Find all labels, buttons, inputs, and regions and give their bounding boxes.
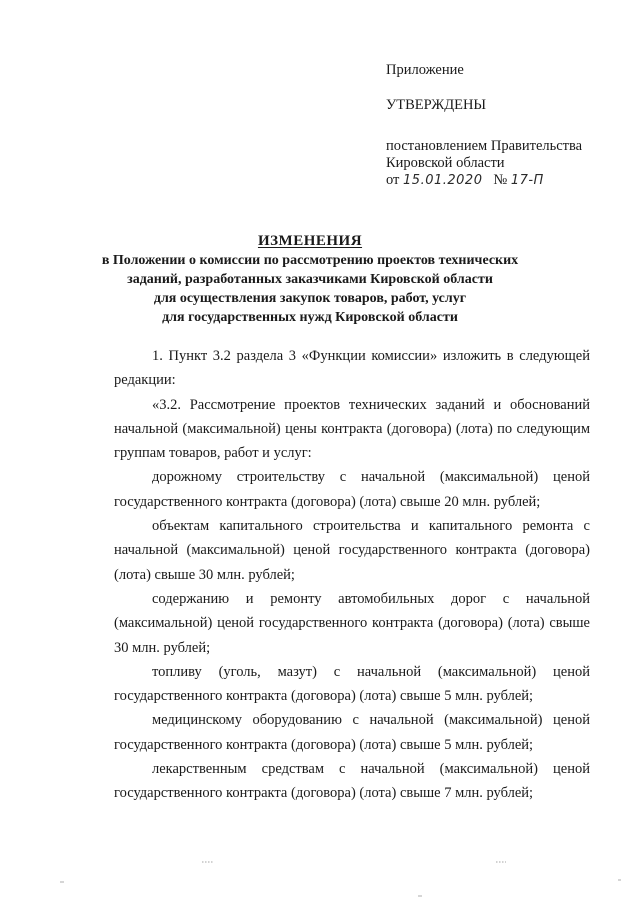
paragraph-capital-construction: объектам капитального строительства и капитального ремонта с начальной (максимальной) ценой государственного контракта (договора) (лота) свыше 30 млн. рублей; [114,518,590,583]
heading-line-1: в Положении о комиссии по рассмотрению проектов технических [101,253,519,268]
document-heading [100,232,520,327]
heading-line-3: для осуществления закупок товаров, работ, услуг [153,291,467,306]
resolution-line-2: Кировской области [386,155,505,171]
paragraph-fuel: топливу (уголь, мазут) с начальной (максимальной) ценой государственного контракта (договора) (лота) свыше 5 млн. рублей; [114,663,590,705]
heading-line-4: для государственных нужд Кировской области [162,310,458,325]
date-number-line [386,172,582,189]
paragraph-item-1: 1. Пункт 3.2 раздела 3 «Функции комиссии» изложить в следующей редакции: [114,348,590,389]
handwritten-date: 15.01.2020 [403,173,483,188]
heading-line-2: заданий, разработанных заказчиками Кировской области [127,272,493,287]
resolution-line-1: постановлением Правительства [386,138,583,154]
paragraph-medicines: лекарственным средствам с начальной (максимальной) ценой государственного контракта (договора) (лота) свыше 7 млн. рублей; [114,761,590,802]
heading-title: ИЗМЕНЕНИЯ [257,233,363,249]
approval-block [386,62,582,189]
document-body [114,344,590,806]
appendix-label: Приложение [386,62,464,78]
approved-label: УТВЕРЖДЕНЫ [386,97,487,113]
number-prefix: № [493,172,508,188]
paragraph-road-construction: дорожному строительству с начальной (максимальной) ценой государственного контракта (договора) (лота) свыше 20 млн. рублей; [114,469,590,510]
paragraph-road-maintenance: содержанию и ремонту автомобильных дорог с начальной (максимальной) ценой государственного контракта (договора) (лота) свыше 30 млн. рублей; [114,590,590,656]
paragraph-intro: «3.2. Рассмотрение проектов технических заданий и обоснований начальной (максимальной) цены контракта (договора) (лота) по следующим группам товаров, работ и услуг: [114,396,590,462]
date-prefix: от [386,172,400,188]
handwritten-number: 17-П [510,173,544,188]
paragraph-medical-equipment: медицинскому оборудованию с начальной (максимальной) ценой государственного контракта (договора) (лота) свыше 5 млн. рублей; [114,712,590,753]
